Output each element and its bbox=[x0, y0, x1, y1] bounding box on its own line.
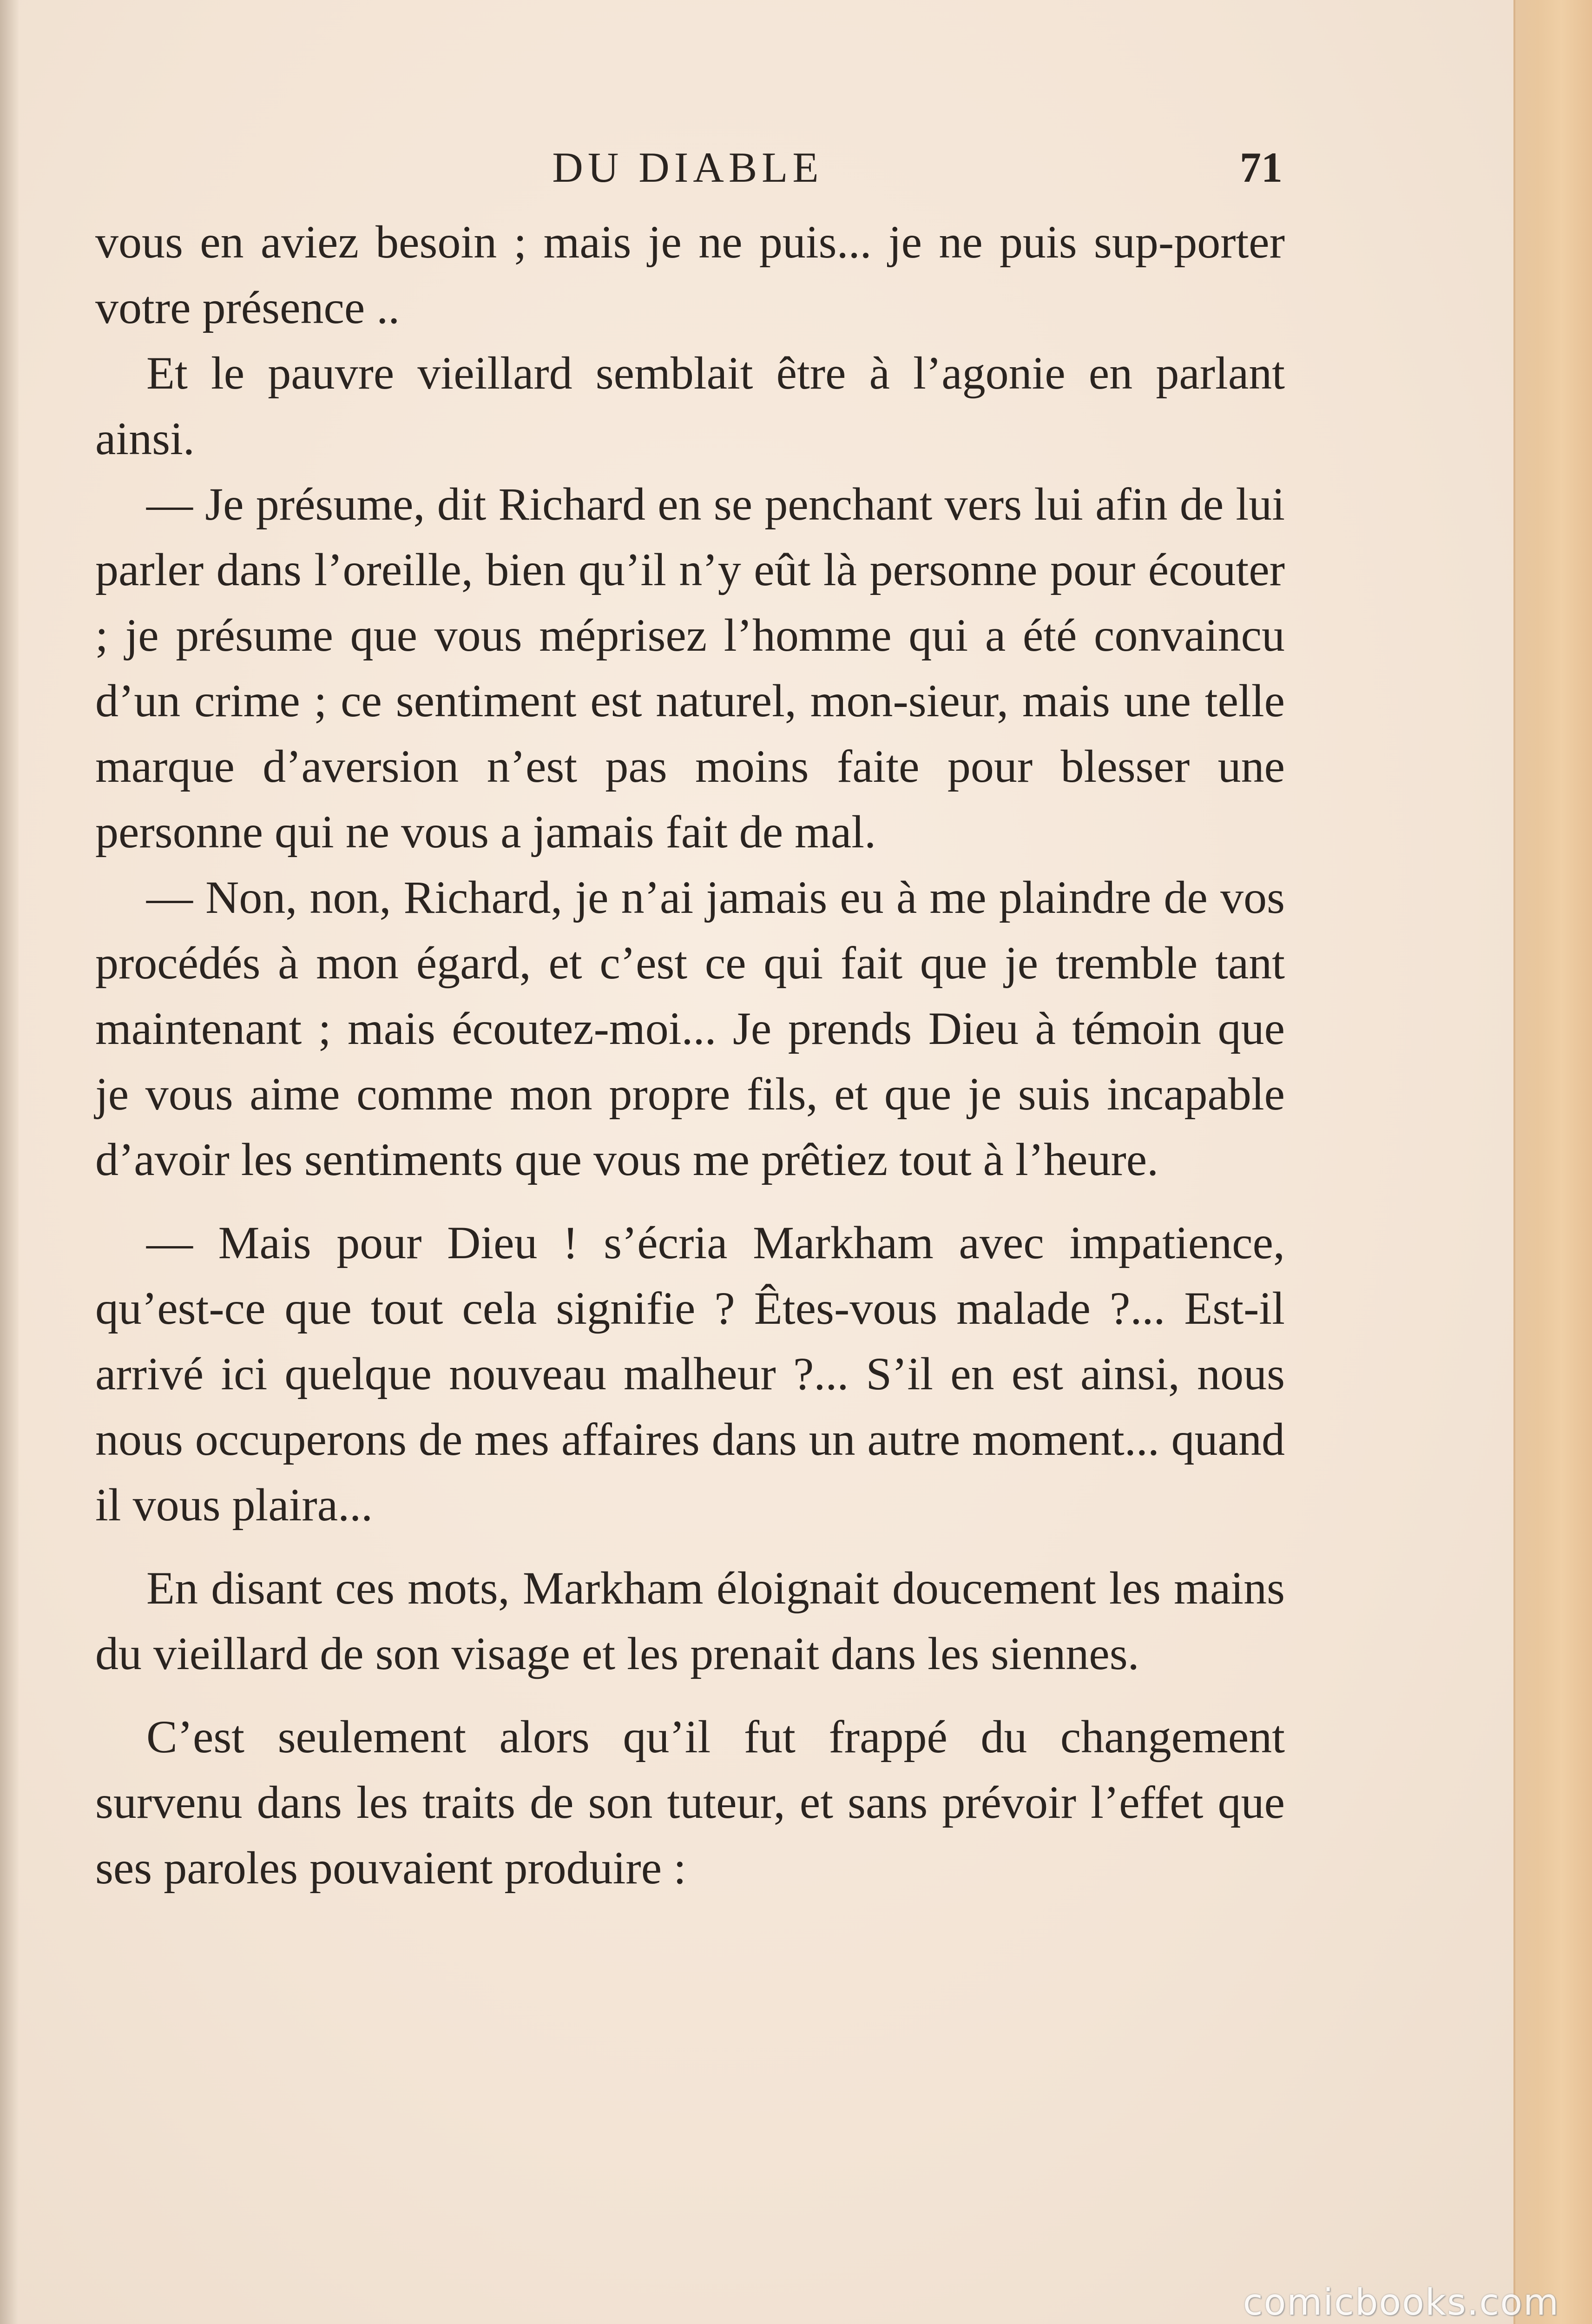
page-fore-edge bbox=[1513, 0, 1592, 2324]
paragraph-3: — Je présume, dit Richard en se penchant vers lui afin de lui parler dans l’oreille, bien qu’il n’y eût là personne pour écouter ; je présume que vous méprisez l’homme qui a été convaincu d’un crime ; ce sentiment est naturel, mon-sieur, mais une telle marque d’aversion n’est pas moins faite pour blesser une personne qui ne vous a jamais fait de mal. bbox=[95, 478, 1285, 858]
page-number: 71 bbox=[1240, 144, 1283, 191]
paragraph-1: vous en aviez besoin ; mais je ne puis... je ne puis sup-porter votre présence .. bbox=[95, 216, 1285, 333]
paragraph-5: — Mais pour Dieu ! s’écria Markham avec impatience, qu’est-ce que tout cela signifie ? Êtes-vous malade ?... Est-il arrivé ici quelque nouveau malheur ?... S’il en est ainsi, nous nous occuperons de mes affaires dans un autre moment... quand il vous plaira... bbox=[95, 1217, 1285, 1531]
paragraph-7: C’est seulement alors qu’il fut frappé du changement survenu dans les traits de son tuteur, et sans prévoir l’effet que ses paroles pouvaient produire : bbox=[95, 1711, 1285, 1894]
body-text bbox=[95, 209, 1285, 1901]
paragraph-4: — Non, non, Richard, je n’ai jamais eu à me plaindre de vos procédés à mon égard, et c’est ce qui fait que je tremble tant maintenant ; mais écoutez-moi... Je prends Dieu à témoin que je vous aime comme mon propre fils, et que je suis incapable d’avoir les sentiments que vous me prêtiez tout à l’heure. bbox=[95, 872, 1285, 1185]
page-gutter-shadow bbox=[0, 0, 19, 2324]
paragraph-6: En disant ces mots, Markham éloignait doucement les mains du vieillard de son visage et les prenait dans les siennes. bbox=[95, 1562, 1285, 1679]
paragraph-2: Et le pauvre vieillard semblait être à l’agonie en parlant ainsi. bbox=[95, 347, 1285, 464]
running-header bbox=[93, 137, 1283, 198]
running-title: DU DIABLE bbox=[552, 144, 823, 191]
watermark-logo: comicbooks.com bbox=[1243, 2282, 1559, 2324]
